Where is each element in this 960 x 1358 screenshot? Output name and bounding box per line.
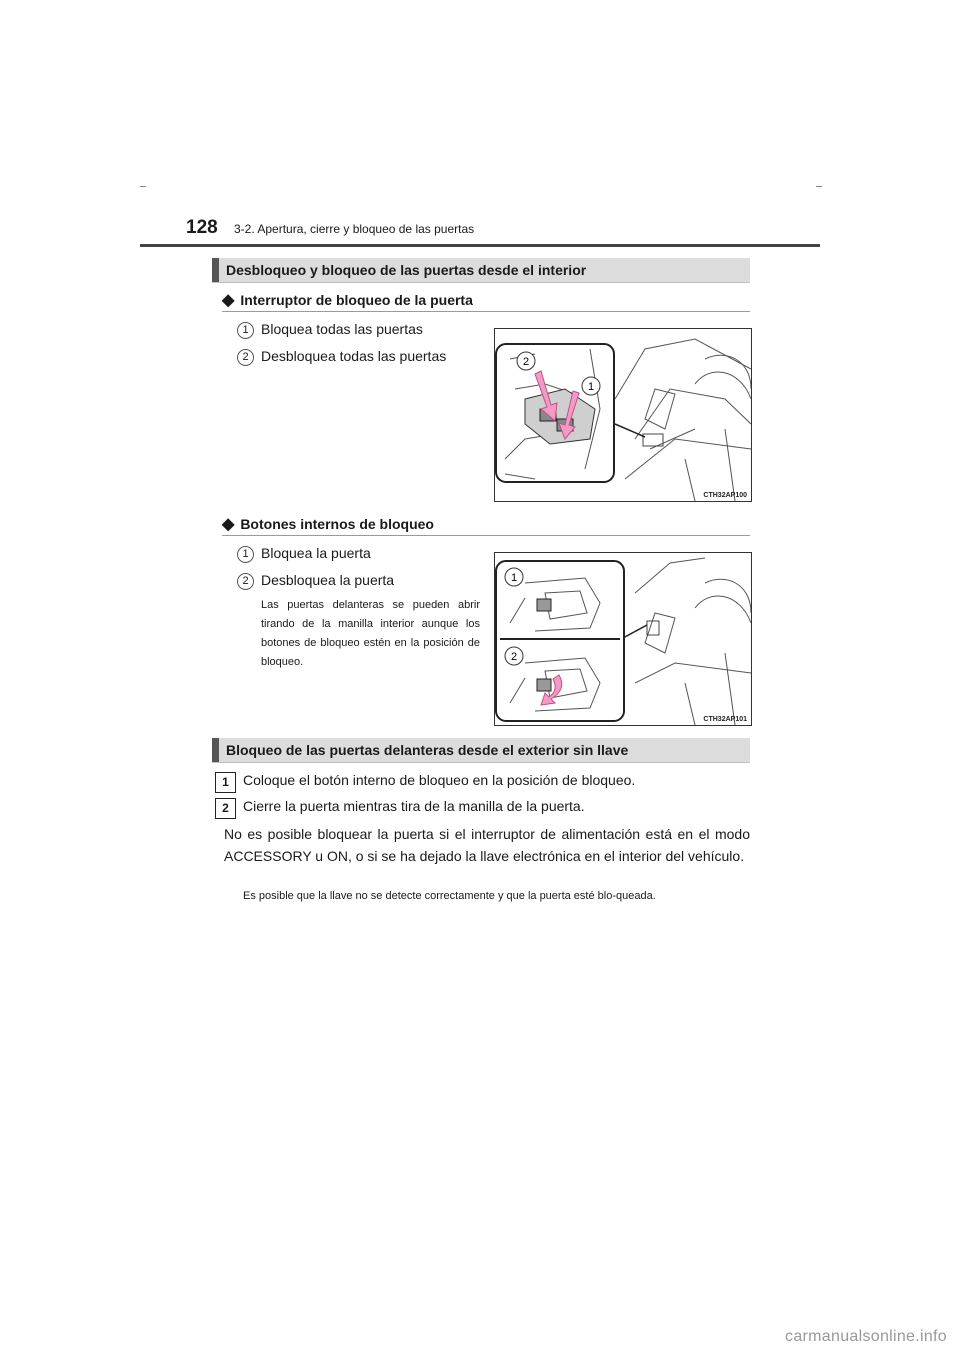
body-paragraph: No es posible bloquear la puerta si el interruptor de alimentación está en el modo ACCESSORY u ON, o si se ha dejado la llave electrónica en el interior del vehículo. [224, 826, 750, 864]
crop-mark [816, 186, 822, 187]
item-number-circle: 2 [237, 349, 254, 366]
item-number-circle: 2 [237, 573, 254, 590]
callout-number: 2 [510, 651, 518, 663]
step-text: Coloque el botón interno de bloqueo en la posición de bloqueo. [243, 772, 636, 788]
step-text: Cierre la puerta mientras tira de la manilla de la puerta. [243, 798, 585, 814]
figure-caption: CTH32AP100 [703, 492, 747, 499]
leader-line [623, 625, 647, 638]
running-title: 3-2. Apertura, cierre y bloqueo de las puertas [234, 222, 475, 236]
section-header-exterior [212, 738, 750, 763]
item-number-circle: 1 [237, 322, 254, 339]
subsection-title-switch [222, 290, 473, 310]
subsection-rule [222, 535, 750, 536]
item-text: Desbloquea la puerta [261, 572, 395, 588]
callout-number: 1 [510, 572, 518, 584]
callout-number: 2 [522, 356, 530, 368]
section-header-interior [212, 258, 750, 283]
lock-knob-unlocked [537, 679, 551, 691]
subsection-title-text: Botones internos de bloqueo [240, 516, 434, 532]
note-text: Es posible que la llave no se detecte correctamente y que la puerta esté blo-queada. [243, 890, 656, 902]
figure-interior-lock-buttons [494, 552, 752, 726]
item-number-circle: 1 [237, 546, 254, 563]
diamond-bullet-icon: ◆ [222, 516, 235, 533]
item-text: Bloquea la puerta [261, 545, 371, 561]
section-title: Desbloqueo y bloqueo de las puertas desde el interior [226, 262, 587, 278]
step-number-box: 2 [215, 798, 236, 819]
item-text: Bloquea todas las puertas [261, 321, 423, 337]
figure-caption: CTH32AP101 [703, 716, 747, 723]
section-header-bar [212, 738, 219, 762]
page-number: 128 [186, 217, 218, 238]
figure-door-lock-switch [494, 328, 752, 502]
subsection-title-buttons [222, 514, 434, 534]
door-lock-switch-illustration [495, 329, 751, 501]
step-number-box: 1 [215, 772, 236, 793]
subsection-rule [222, 311, 750, 312]
lock-knob-locked [537, 599, 551, 611]
note-text: Las puertas delanteras se pueden abrir tirando de la manilla interior aunque los botones de bloqueo estén en la posición de bloqueo. [261, 599, 480, 668]
item-text: Desbloquea todas las puertas [261, 348, 447, 364]
diamond-bullet-icon: ◆ [222, 292, 235, 309]
section-header-bar [212, 258, 219, 282]
section-title: Bloqueo de las puertas delanteras desde el exterior sin llave [226, 742, 629, 758]
interior-lock-buttons-illustration [495, 553, 751, 725]
header-rule [140, 244, 820, 247]
crop-mark [140, 186, 146, 187]
subsection-title-text: Interruptor de bloqueo de la puerta [240, 292, 473, 308]
watermark: carmanualsonline.info [785, 1328, 947, 1345]
callout-number: 1 [587, 381, 595, 393]
